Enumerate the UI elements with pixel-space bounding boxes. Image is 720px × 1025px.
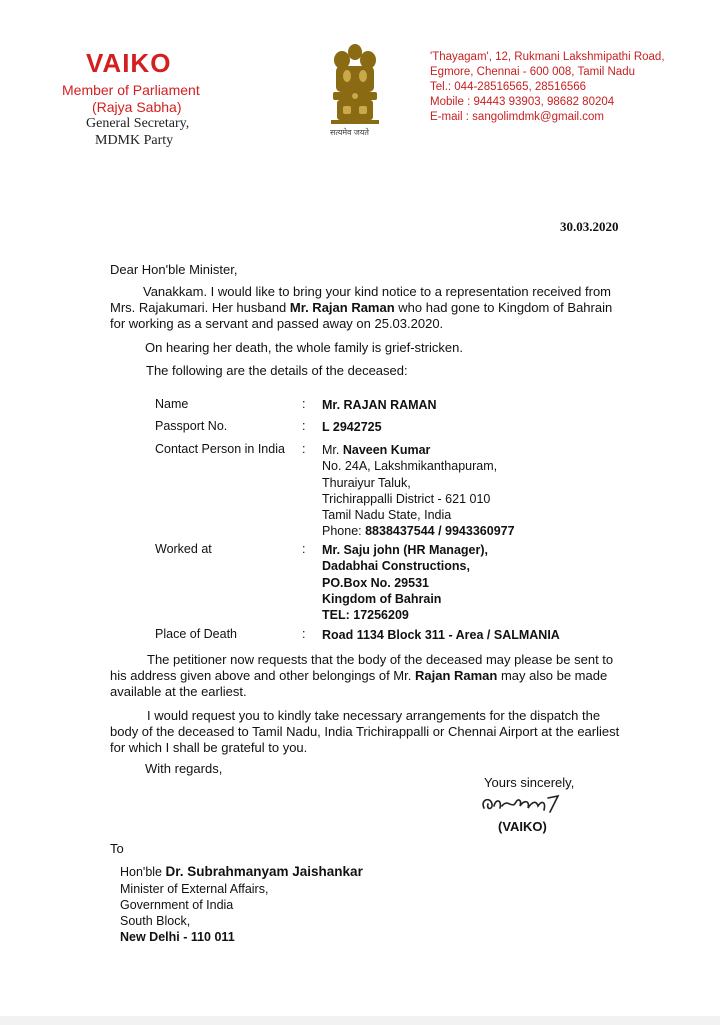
worked-line-2: Dadabhai Constructions, [322, 559, 470, 574]
para3: The following are the details of the deceased: [146, 363, 408, 378]
detail-value-worked [322, 542, 488, 623]
letterhead-title-general-secretary: General Secretary, [86, 116, 190, 131]
letterhead-title-rajya-sabha: (Rajya Sabha) [92, 99, 182, 115]
salutation: Dear Hon'ble Minister, [110, 262, 238, 277]
para1-line3: for working as a servant and passed away on 25.03.2020. [110, 316, 444, 331]
detail-label-passport: Passport No. [155, 419, 228, 433]
worked-line-1: Mr. Saju john (HR Manager), [322, 543, 488, 557]
letter-date: 30.03.2020 [560, 219, 619, 234]
para4-text: his address given above and other belongings of Mr. [110, 668, 415, 683]
addressee-line-3: Government of India [120, 898, 234, 912]
para4-line2 [110, 668, 630, 685]
letterhead-name: VAIKO [86, 48, 172, 78]
detail-value-passport [322, 419, 382, 435]
para4-line1: The petitioner now requests that the body of the deceased may please be sent to [147, 652, 614, 667]
contact-line-3: Thuraiyur Taluk, [322, 475, 411, 490]
deceased-name-bold: Mr. Rajan Raman [289, 300, 395, 315]
phone-number: 8838437544 / 9943360977 [365, 524, 515, 539]
worked-line-3: PO.Box No. 29531 [322, 575, 429, 590]
para2: On hearing her death, the whole family is grief-stricken. [145, 340, 463, 355]
contact-line-1 [322, 442, 515, 458]
national-emblem-icon [327, 42, 383, 134]
para1-text: Mrs. Rajakumari. Her husband [110, 300, 290, 315]
worked-line-5: TEL: 17256209 [322, 608, 409, 623]
worked-line-4: Kingdom of Bahrain [322, 591, 442, 606]
para1-text: who had gone to Kingdom of Bahrain [394, 300, 613, 315]
letterhead-title-mp: Member of Parliament [62, 82, 200, 98]
contact-prefix: Mr. [322, 443, 343, 457]
letterhead-title-party: MDMK Party [95, 133, 174, 148]
detail-colon: : [302, 397, 306, 411]
address-email: E-mail : sangolimdmk@gmail.com [430, 111, 604, 123]
addressee-line-2: Minister of External Affairs, [120, 882, 269, 896]
addressee-name: Dr. Subrahmanyam Jaishankar [165, 864, 363, 879]
para1-line2 [110, 300, 630, 317]
addressee-honorific: Hon'ble [120, 865, 166, 879]
para1-line1: Vanakkam. I would like to bring your kind notice to a representation received from [143, 284, 611, 299]
addressee-line-5: New Delhi - 110 011 [120, 930, 235, 944]
closing: Yours sincerely, [484, 775, 575, 790]
contact-line-4: Trichirappalli District - 621 010 [322, 491, 491, 506]
place-of-death: Road 1134 Block 311 - Area / SALMANIA [322, 628, 560, 642]
para5-line2: body of the deceased to Tamil Nadu, India Trichirappalli or Chennai Airport at the earliest [110, 724, 620, 739]
contact-name: Naveen Kumar [342, 443, 431, 457]
address-mobile: Mobile : 94443 93903, 98682 80204 [430, 96, 615, 108]
page-bottom-edge [0, 1016, 720, 1025]
para4-line3: available at the earliest. [110, 684, 247, 699]
para5-line1: I would request you to kindly take necessary arrangements for the dispatch the [147, 708, 601, 723]
deceased-name-bold: Rajan Raman [414, 668, 498, 683]
address-line-2: Egmore, Chennai - 600 008, Tamil Nadu [430, 66, 635, 78]
detail-label-contact: Contact Person in India [155, 442, 285, 456]
addressee-line-4: South Block, [120, 914, 191, 928]
contact-line-2: No. 24A, Lakshmikanthapuram, [322, 459, 498, 474]
detail-colon: : [302, 627, 306, 641]
detail-label-place-of-death: Place of Death [155, 627, 237, 641]
signatory-name: (VAIKO) [498, 819, 547, 834]
address-line-1: 'Thayagam', 12, Rukmani Lakshmipathi Road, [430, 51, 665, 63]
detail-label-name: Name [155, 397, 189, 411]
contact-line-5: Tamil Nadu State, India [322, 508, 452, 523]
detail-label-worked: Worked at [155, 542, 212, 556]
regards: With regards, [145, 761, 223, 776]
contact-phone [322, 523, 515, 539]
detail-value-contact [322, 442, 515, 540]
para5-line3: for which I shall be grateful to you. [110, 740, 308, 755]
emblem-motto: सत्यमेव जयते [330, 128, 369, 137]
detail-colon: : [302, 542, 306, 556]
detail-colon: : [302, 442, 306, 456]
detail-colon: : [302, 419, 306, 433]
detail-value-place-of-death [322, 627, 560, 643]
to-label: To [110, 841, 124, 856]
detail-value-name [322, 397, 437, 413]
addressee-line-1 [120, 864, 363, 880]
passport-number: L 2942725 [322, 420, 382, 434]
deceased-name-value: Mr. RAJAN RAMAN [322, 398, 437, 412]
address-phone: Tel.: 044-28516565, 28516566 [430, 81, 587, 93]
phone-prefix: Phone: [322, 524, 366, 539]
para4-text: may also be made [497, 668, 608, 683]
signature-icon [478, 790, 568, 816]
